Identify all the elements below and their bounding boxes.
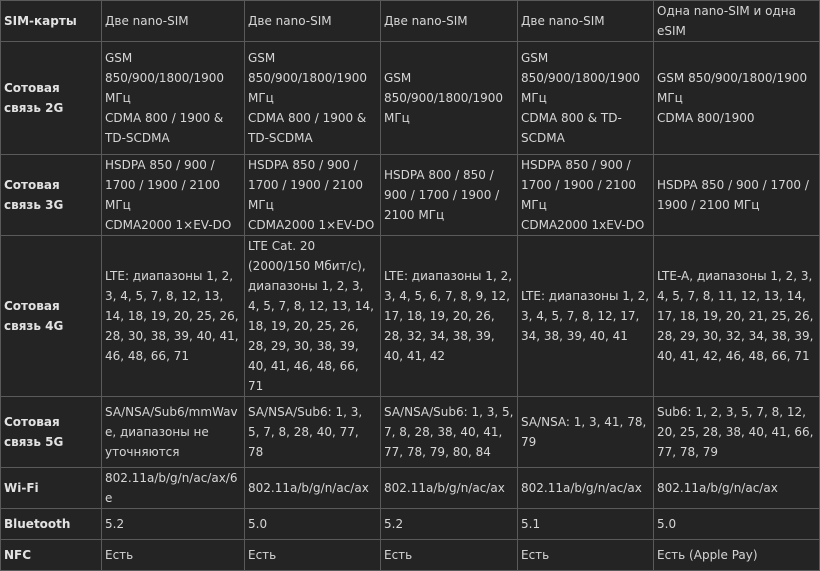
cell-text: CDMA 800/1900	[657, 111, 755, 125]
cell-text: LTE: диапазоны 1, 2, 3, 4, 5, 6, 7, 8, 9, 12, 17, 18, 19, 20, 26, 28, 32, 34, 38, 39, 40, 41, 42	[384, 269, 513, 363]
table-cell	[381, 236, 518, 397]
cell-text: Одна nano-SIM и одна eSIM	[657, 4, 796, 38]
table-row	[1, 155, 820, 236]
cell-text: Две nano-SIM	[521, 14, 605, 28]
cell-text: Есть	[248, 548, 277, 562]
specs-table-body	[1, 1, 820, 571]
table-cell	[518, 397, 654, 468]
cell-text: CDMA2000 1xEV-DO	[521, 218, 645, 232]
row-label: Сотовая связь 4G	[1, 236, 102, 397]
cell-text: LTE: диапазоны 1, 2, 3, 4, 5, 7, 8, 12, 13, 14, 18, 19, 20, 25, 26, 28, 30, 38, 39, 40, 41, 46, 48, 66, 71	[105, 269, 239, 363]
table-cell	[518, 155, 654, 236]
table-cell	[654, 509, 820, 540]
table-row	[1, 236, 820, 397]
cell-text: CDMA2000 1×EV-DO	[105, 218, 232, 232]
row-label: Wi-Fi	[1, 468, 102, 509]
table-cell	[381, 155, 518, 236]
cell-text: 802.11a/b/g/n/ac/ax	[521, 481, 642, 495]
table-cell	[245, 236, 381, 397]
cell-text: HSDPA 800 / 850 / 900 / 1700 / 1900 / 2100 МГц	[384, 168, 500, 222]
table-cell	[381, 540, 518, 571]
table-cell	[102, 155, 245, 236]
cell-text: CDMA 800 / 1900 & TD-SCDMA	[105, 111, 224, 145]
cell-text: LTE Cat. 20 (2000/150 Мбит/с), диапазоны 1, 2, 3, 4, 5, 7, 8, 12, 13, 14, 18, 19, 20, 25, 26, 28, 29, 30, 38, 39, 40, 41, 46, 48, 66, 71	[248, 239, 374, 393]
table-cell	[518, 468, 654, 509]
cell-text: 802.11a/b/g/n/ac/ax	[657, 481, 778, 495]
cell-text: GSM 850/900/1800/1900 МГц	[521, 51, 641, 105]
cell-text: 5.0	[248, 517, 268, 531]
cell-text: HSDPA 850 / 900 / 1700 / 1900 / 2100 МГц	[248, 158, 363, 212]
cell-text: LTE-A, диапазоны 1, 2, 3, 4, 5, 7, 8, 11, 12, 13, 14, 17, 18, 19, 20, 21, 25, 26, 28, 29, 30, 32, 34, 38, 39, 40, 41, 42, 46, 48, 66, 71	[657, 269, 814, 363]
table-row	[1, 468, 820, 509]
table-cell	[518, 509, 654, 540]
table-cell	[245, 397, 381, 468]
table-cell	[381, 509, 518, 540]
cell-text: Две nano-SIM	[105, 14, 189, 28]
table-cell	[102, 42, 245, 155]
cell-text: Есть	[105, 548, 134, 562]
table-cell	[102, 397, 245, 468]
cell-text: HSDPA 850 / 900 / 1700 / 1900 / 2100 МГц	[657, 178, 809, 212]
row-label: Bluetooth	[1, 509, 102, 540]
table-cell	[518, 236, 654, 397]
table-cell	[245, 540, 381, 571]
cell-text: Есть	[521, 548, 550, 562]
table-row	[1, 1, 820, 42]
cell-text: 5.1	[521, 517, 541, 531]
table-cell	[102, 1, 245, 42]
table-cell	[102, 509, 245, 540]
table-row	[1, 540, 820, 571]
table-cell	[654, 540, 820, 571]
cell-text: CDMA 800 / 1900 & TD-SCDMA	[248, 111, 367, 145]
table-row	[1, 397, 820, 468]
table-cell	[381, 468, 518, 509]
row-label: Сотовая связь 2G	[1, 42, 102, 155]
row-label: NFC	[1, 540, 102, 571]
table-cell	[245, 1, 381, 42]
table-row	[1, 42, 820, 155]
cell-text: GSM 850/900/1800/1900 МГц	[657, 71, 808, 105]
cell-text: GSM 850/900/1800/1900 МГц	[248, 51, 368, 105]
table-cell	[518, 1, 654, 42]
cell-text: Есть	[384, 548, 413, 562]
cell-text: GSM 850/900/1800/1900 МГц	[105, 51, 225, 105]
cell-text: 5.2	[384, 517, 404, 531]
cell-text: 802.11a/b/g/n/ac/ax/6e	[105, 471, 238, 505]
cell-text: SA/NSA/Sub6: 1, 3, 5, 7, 8, 28, 38, 40, 41, 77, 78, 79, 80, 84	[384, 405, 514, 459]
cell-text: Есть (Apple Pay)	[657, 548, 758, 562]
table-cell	[381, 1, 518, 42]
cell-text: HSDPA 850 / 900 / 1700 / 1900 / 2100 МГц	[521, 158, 636, 212]
row-label: Сотовая связь 5G	[1, 397, 102, 468]
cell-text: 5.0	[657, 517, 677, 531]
table-cell	[381, 397, 518, 468]
table-cell	[102, 468, 245, 509]
cell-text: Две nano-SIM	[384, 14, 468, 28]
cell-text: 802.11a/b/g/n/ac/ax	[384, 481, 505, 495]
table-cell	[245, 509, 381, 540]
cell-text: SA/NSA/Sub6: 1, 3, 5, 7, 8, 28, 40, 77, 78	[248, 405, 363, 459]
table-cell	[102, 236, 245, 397]
cell-text: SA/NSA: 1, 3, 41, 78, 79	[521, 415, 647, 449]
table-cell	[518, 42, 654, 155]
table-cell	[245, 155, 381, 236]
table-cell	[654, 1, 820, 42]
table-cell	[654, 155, 820, 236]
cell-text: HSDPA 850 / 900 / 1700 / 1900 / 2100 МГц	[105, 158, 220, 212]
table-cell	[654, 397, 820, 468]
table-row	[1, 509, 820, 540]
cell-text: 5.2	[105, 517, 125, 531]
table-cell	[654, 468, 820, 509]
cell-text: Две nano-SIM	[248, 14, 332, 28]
table-cell	[245, 468, 381, 509]
table-cell	[518, 540, 654, 571]
cell-text: CDMA2000 1×EV-DO	[248, 218, 375, 232]
table-cell	[102, 540, 245, 571]
table-cell	[654, 42, 820, 155]
cell-text: GSM 850/900/1800/1900 МГц	[384, 71, 504, 125]
table-cell	[381, 42, 518, 155]
table-cell	[654, 236, 820, 397]
cell-text: 802.11a/b/g/n/ac/ax	[248, 481, 369, 495]
table-cell	[245, 42, 381, 155]
cell-text: Sub6: 1, 2, 3, 5, 7, 8, 12, 20, 25, 28, 38, 40, 41, 66, 77, 78, 79	[657, 405, 814, 459]
cell-text: CDMA 800 & TD-SCDMA	[521, 111, 622, 145]
row-label: SIM-карты	[1, 1, 102, 42]
row-label: Сотовая связь 3G	[1, 155, 102, 236]
cell-text: SA/NSA/Sub6/mmWave, диапазоны не уточняются	[105, 405, 238, 459]
cell-text: LTE: диапазоны 1, 2, 3, 4, 5, 7, 8, 12, 17, 34, 38, 39, 40, 41	[521, 289, 650, 343]
